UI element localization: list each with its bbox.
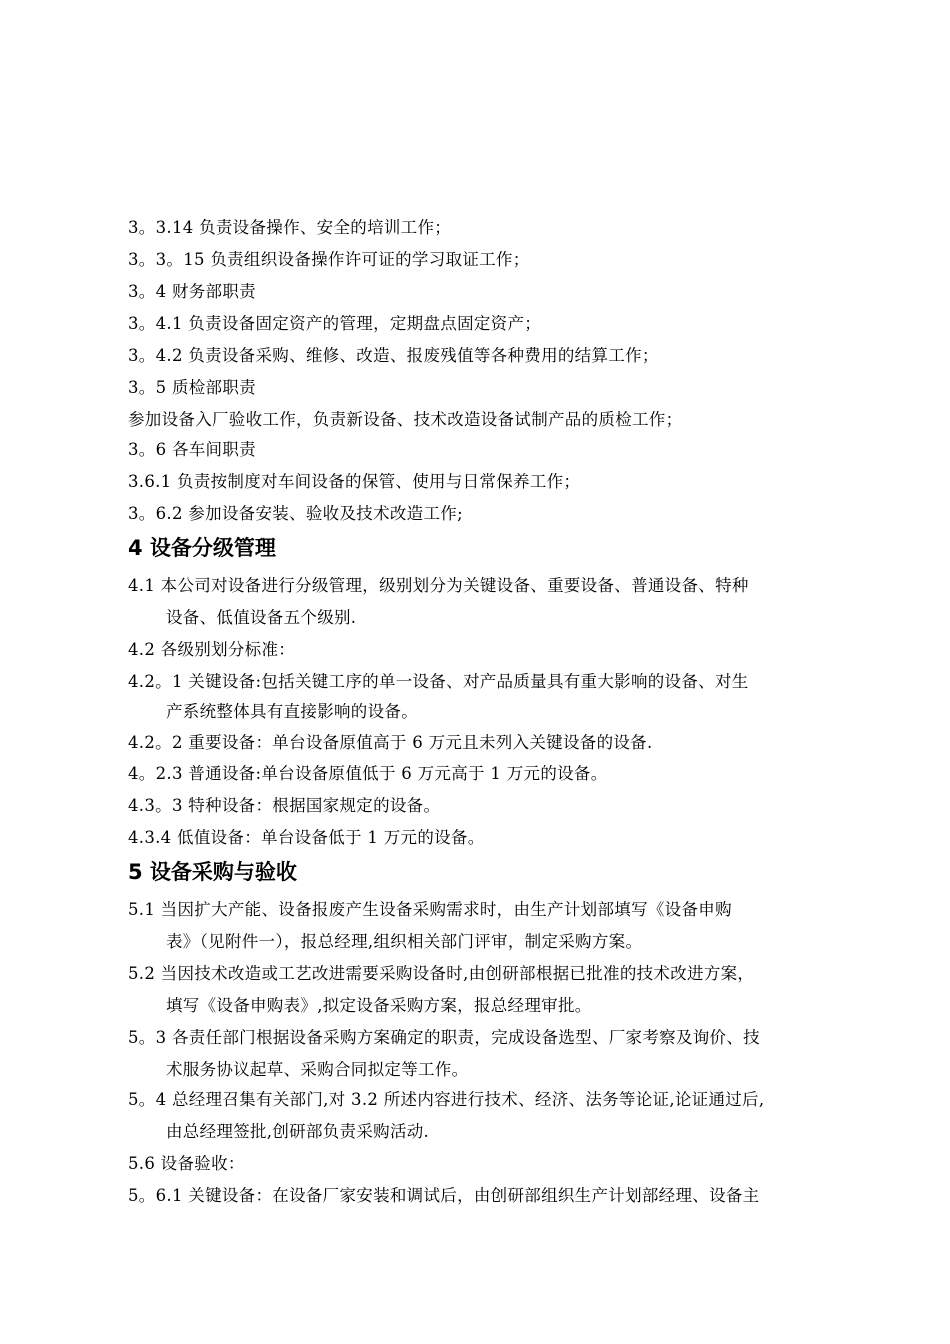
text-line: 5.1 当因扩大产能、设备报废产生设备采购需求时，由生产计划部填写《设备申购 xyxy=(128,900,732,919)
text-line: 设备、低值设备五个级别. xyxy=(166,608,357,627)
text-line: 4.3。3 特种设备：根据国家规定的设备。 xyxy=(128,796,441,815)
text-line: 3。6.2 参加设备安装、验收及技术改造工作; xyxy=(128,504,463,523)
text-line: 3。5 质检部职责 xyxy=(128,378,256,397)
text-line: 5。6.1 关键设备：在设备厂家安装和调试后，由创研部组织生产计划部经理、设备主 xyxy=(128,1186,760,1205)
text-line: 5。4 总经理召集有关部门,对 3.2 所述内容进行技术、经济、法务等论证,论证通过后, xyxy=(128,1090,765,1109)
section-heading: 5 设备采购与验收 xyxy=(128,860,297,884)
text-line: 4.3.4 低值设备：单台设备低于 1 万元的设备。 xyxy=(128,828,485,847)
text-line: 3。3.14 负责设备操作、安全的培训工作； xyxy=(128,218,452,237)
text-line: 4。2.3 普通设备:单台设备原值低于 6 万元高于 1 万元的设备。 xyxy=(128,764,608,783)
text-line: 5.6 设备验收： xyxy=(128,1154,245,1173)
text-line: 3。4.2 负责设备采购、维修、改造、报废残值等各种费用的结算工作； xyxy=(128,346,659,365)
text-line: 由总经理签批,创研部负责采购活动. xyxy=(166,1122,430,1141)
text-line: 术服务协议起草、采购合同拟定等工作。 xyxy=(166,1060,469,1079)
text-line: 5。3 各责任部门根据设备采购方案确定的职责，完成设备选型、厂家考察及询价、技 xyxy=(128,1028,760,1047)
text-line: 参加设备入厂验收工作，负责新设备、技术改造设备试制产品的质检工作； xyxy=(128,410,683,429)
text-line: 3。6 各车间职责 xyxy=(128,440,256,459)
text-line: 3。4 财务部职责 xyxy=(128,282,256,301)
text-line: 4.2。2 重要设备：单台设备原值高于 6 万元且未列入关键设备的设备. xyxy=(128,733,653,752)
text-line: 表》（见附件一），报总经理,组织相关部门评审，制定采购方案。 xyxy=(166,932,643,951)
text-line: 3。3。15 负责组织设备操作许可证的学习取证工作； xyxy=(128,250,530,269)
section-heading: 4 设备分级管理 xyxy=(128,536,276,560)
text-line: 5.2 当因技术改造或工艺改进需要采购设备时,由创研部根据已批准的技术改进方案， xyxy=(128,964,755,983)
text-line: 填写《设备申购表》,拟定设备采购方案，报总经理审批。 xyxy=(166,996,592,1015)
text-line: 4.2。1 关键设备:包括关键工序的单一设备、对产品质量具有重大影响的设备、对生 xyxy=(128,672,749,691)
text-line: 4.1 本公司对设备进行分级管理，级别划分为关键设备、重要设备、普通设备、特种 xyxy=(128,576,749,595)
text-line: 产系统整体具有直接影响的设备。 xyxy=(166,702,418,721)
text-line: 4.2 各级别划分标准： xyxy=(128,640,296,659)
text-line: 3。4.1 负责设备固定资产的管理，定期盘点固定资产； xyxy=(128,314,542,333)
text-line: 3.6.1 负责按制度对车间设备的保管、使用与日常保养工作； xyxy=(128,472,581,491)
